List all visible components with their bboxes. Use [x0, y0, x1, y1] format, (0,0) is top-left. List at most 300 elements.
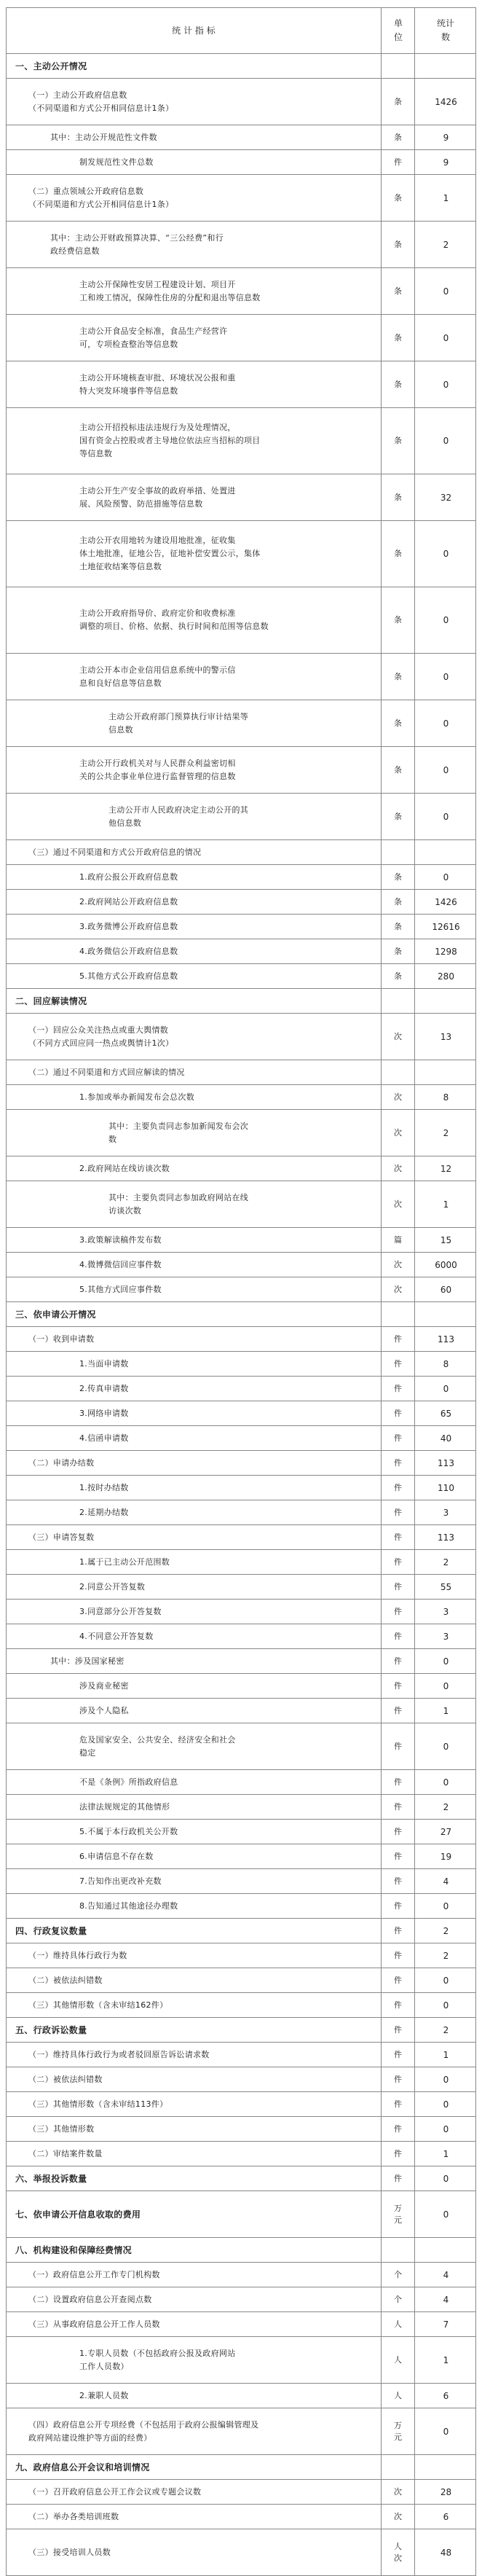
table-row [6, 2142, 476, 2166]
row-value: 1 [414, 175, 477, 221]
row-label: （二）举办各类培训班数 [28, 2511, 119, 2521]
row-unit: 条 [381, 890, 414, 914]
row-value: 0 [414, 865, 477, 889]
table-row [6, 315, 476, 361]
row-label: 其中：主动公开规范性文件数 [50, 132, 157, 142]
row-unit: 件 [381, 1352, 414, 1376]
row-unit [381, 1302, 414, 1326]
table-row [6, 1014, 476, 1060]
row-value: 1426 [414, 79, 477, 125]
row-value: 40 [414, 1426, 477, 1450]
table-row [6, 1181, 476, 1228]
row-label: 一、主动公开情况 [15, 60, 87, 71]
row-value: 280 [414, 964, 477, 988]
row-value: 4 [414, 2263, 477, 2287]
row-unit [381, 1060, 414, 1084]
table-row [6, 1327, 476, 1352]
row-value: 32 [414, 474, 477, 520]
row-label: 主动公开市人民政府决定主动公开的其 他信息数 [108, 804, 249, 828]
row-label: （一）收到申请数 [28, 1334, 95, 1344]
row-unit: 次 [381, 1110, 414, 1156]
table-row [6, 175, 476, 222]
row-label: 3.政务微博公开政府信息数 [79, 921, 178, 931]
row-value: 1 [414, 1699, 477, 1723]
table-row [6, 654, 476, 700]
row-unit: 条 [381, 521, 414, 587]
row-label: （二）审结案件数量 [28, 2148, 103, 2158]
row-label: 二、回应解读情况 [15, 995, 87, 1006]
row-label: 危及国家安全、公共安全、经济安全和社会 稳定 [79, 1734, 236, 1758]
row-label: 七、依申请公开信息收取的费用 [15, 2209, 141, 2220]
row-label: （三）其他情形数 [28, 2123, 95, 2134]
row-label: 2.兼职人员数 [79, 2390, 129, 2400]
table-row [6, 1426, 476, 1451]
row-value: 12 [414, 1156, 477, 1181]
row-unit: 条 [381, 222, 414, 267]
row-label: （三）其他情形数（含未审结113件） [28, 2099, 168, 2109]
row-label: （二）申请办结数 [28, 1457, 95, 1468]
row-unit [381, 989, 414, 1013]
table-row [6, 1844, 476, 1869]
table-row [6, 1550, 476, 1575]
table-row [6, 2117, 476, 2142]
row-label: （一）维持具体行政行为数 [28, 1950, 127, 1960]
row-unit: 次 [381, 2505, 414, 2529]
table-row [6, 2384, 476, 2408]
row-unit: 件 [381, 1476, 414, 1500]
row-value: 2 [414, 222, 477, 267]
row-value: 1 [414, 2043, 477, 2067]
row-unit: 篇 [381, 1228, 414, 1252]
table-row [6, 587, 476, 654]
row-unit: 件 [381, 1401, 414, 1425]
row-label: 主动公开农用地转为建设用地批准，征收集 体土地批准，征地公告，征地补偿安置公示，集体 土地征收结案等信息数 [79, 536, 261, 571]
row-label: （二）设置政府信息公开查阅点数 [28, 2294, 152, 2304]
row-value [414, 989, 477, 1013]
row-value: 3 [414, 1500, 477, 1524]
table-row [6, 2337, 476, 2384]
table-row [6, 1649, 476, 1674]
row-value: 15 [414, 1228, 477, 1252]
row-unit: 件 [381, 1844, 414, 1868]
row-label: 7.告知作出更改补充数 [79, 1876, 162, 1886]
table-row [6, 268, 476, 315]
row-label: 4.不同意公开答复数 [79, 1631, 154, 1641]
row-unit: 个 [381, 2287, 414, 2311]
table-row [6, 79, 476, 125]
row-value: 0 [414, 1770, 477, 1794]
table-row [6, 125, 476, 150]
section-row [6, 2166, 476, 2191]
row-label: （一）回应公众关注热点或重大舆情数 （不同方式回应同一热点或舆情计1次） [28, 1025, 174, 1048]
section-row [6, 989, 476, 1014]
table-row [6, 1723, 476, 1770]
row-unit: 件 [381, 1943, 414, 1968]
row-value: 1426 [414, 890, 477, 914]
row-unit: 条 [381, 654, 414, 700]
table-row [6, 2092, 476, 2117]
row-unit: 条 [381, 125, 414, 149]
row-unit: 件 [381, 1968, 414, 1992]
row-label: 1.属于已主动公开范围数 [79, 1557, 170, 1567]
row-unit: 条 [381, 700, 414, 746]
row-unit: 次 [381, 1277, 414, 1301]
table-row [6, 2287, 476, 2312]
row-unit: 件 [381, 1649, 414, 1673]
row-value: 2 [414, 2018, 477, 2042]
row-unit: 件 [381, 1674, 414, 1698]
row-unit: 条 [381, 939, 414, 963]
row-value: 1 [414, 2142, 477, 2166]
row-value [414, 840, 477, 864]
row-label: 2.同意公开答复数 [79, 1581, 146, 1592]
row-unit: 条 [381, 964, 414, 988]
row-value: 6 [414, 2505, 477, 2529]
row-value: 0 [414, 1993, 477, 2017]
section-row [6, 1302, 476, 1327]
section-row [6, 54, 476, 79]
table-header [6, 7, 476, 54]
table-row [6, 1575, 476, 1600]
row-value: 113 [414, 1525, 477, 1549]
section-row [6, 2191, 476, 2238]
row-label: （一）政府信息公开工作专门机构数 [28, 2269, 160, 2279]
row-value: 4 [414, 2287, 477, 2311]
row-value: 3 [414, 1600, 477, 1624]
row-label: 其中：涉及国家秘密 [50, 1656, 125, 1666]
table-row [6, 1943, 476, 1968]
table-row [6, 1401, 476, 1426]
row-value: 6000 [414, 1253, 477, 1277]
row-unit: 件 [381, 1525, 414, 1549]
row-unit: 件 [381, 1820, 414, 1844]
header-unit: 单 位 [381, 8, 415, 53]
row-label: 2.政府网站在线访谈次数 [79, 1163, 170, 1173]
row-label: 主动公开保障性安居工程建设计划、项目开 工和竣工情况，保障性住房的分配和退出等信息数 [79, 279, 261, 302]
row-value [414, 54, 477, 78]
row-unit: 人 [381, 2312, 414, 2336]
row-value: 0 [414, 315, 477, 361]
row-label: 四、行政复议数量 [15, 1925, 87, 1936]
row-label: （一）维持具体行政行为或者驳回原告诉讼请求数 [28, 2049, 210, 2059]
row-unit: 件 [381, 150, 414, 174]
row-unit: 人 次 [381, 2529, 414, 2575]
table-row [6, 2312, 476, 2337]
row-unit: 次 [381, 1253, 414, 1277]
row-unit: 条 [381, 794, 414, 839]
section-row [6, 2018, 476, 2043]
table-row [6, 840, 476, 865]
table-row [6, 1352, 476, 1377]
row-unit: 次 [381, 1085, 414, 1109]
row-value: 0 [414, 1674, 477, 1698]
row-label: （三）其他情形数（含未审结162件） [28, 2000, 168, 2010]
table-row [6, 1624, 476, 1649]
row-label: 4.信函申请数 [79, 1433, 129, 1443]
row-value: 2 [414, 1795, 477, 1819]
row-unit: 次 [381, 2480, 414, 2504]
row-label: （二）重点领域公开政府信息数 （不同渠道和方式公开相同信息计1条） [28, 186, 174, 209]
row-unit: 件 [381, 1993, 414, 2017]
row-label: 其中：主要负责同志参加新闻发布会次 数 [108, 1121, 249, 1144]
row-unit: 件 [381, 2043, 414, 2067]
table-row [6, 747, 476, 794]
row-value: 27 [414, 1820, 477, 1844]
table-row [6, 1156, 476, 1181]
table-row [6, 2043, 476, 2067]
row-value: 0 [414, 654, 477, 700]
table-row [6, 474, 476, 521]
row-unit [381, 840, 414, 864]
row-value: 2 [414, 1550, 477, 1574]
row-label: 3.同意部分公开答复数 [79, 1606, 162, 1616]
row-unit: 件 [381, 1377, 414, 1401]
row-label: 5.其他方式回应事件数 [79, 1284, 162, 1294]
table-row [6, 939, 476, 964]
table-row [6, 794, 476, 840]
table-row [6, 2529, 476, 2576]
row-label: 五、行政诉讼数量 [15, 2024, 87, 2035]
row-unit: 件 [381, 1894, 414, 1918]
row-unit: 件 [381, 1426, 414, 1450]
section-row [6, 2238, 476, 2263]
row-value: 113 [414, 1327, 477, 1351]
table-row [6, 1228, 476, 1253]
section-row [6, 2455, 476, 2480]
table-row [6, 1770, 476, 1795]
row-value: 9 [414, 125, 477, 149]
row-unit: 件 [381, 2166, 414, 2191]
row-value: 0 [414, 2067, 477, 2091]
row-label: 三、依申请公开情况 [15, 1309, 96, 1320]
row-value: 110 [414, 1476, 477, 1500]
row-unit: 件 [381, 2092, 414, 2116]
table-row [6, 222, 476, 268]
row-unit: 人 [381, 2384, 414, 2408]
row-value: 28 [414, 2480, 477, 2504]
row-label: 1.按时办结数 [79, 1482, 129, 1492]
row-value: 0 [414, 2408, 477, 2454]
row-label: （二）被依法纠错数 [28, 2074, 103, 2084]
section-row [6, 1919, 476, 1943]
row-value: 8 [414, 1352, 477, 1376]
table-row [6, 150, 476, 175]
table-row [6, 1060, 476, 1085]
row-unit: 件 [381, 1500, 414, 1524]
row-value: 0 [414, 1894, 477, 1918]
row-value: 13 [414, 1014, 477, 1060]
row-value: 6 [414, 2384, 477, 2408]
row-label: 4.政务微信公开政府信息数 [79, 946, 178, 956]
row-unit: 条 [381, 361, 414, 407]
row-label: 1.当面申请数 [79, 1358, 129, 1369]
row-unit: 次 [381, 1156, 414, 1181]
row-unit: 条 [381, 915, 414, 939]
row-unit: 件 [381, 1919, 414, 1943]
table-row [6, 2067, 476, 2092]
row-value [414, 1302, 477, 1326]
row-label: 九、政府信息公开会议和培训情况 [15, 2462, 150, 2473]
row-label: （一）主动公开政府信息数 （不同渠道和方式公开相同信息计1条） [28, 90, 174, 113]
table-row [6, 1110, 476, 1156]
row-unit: 件 [381, 1600, 414, 1624]
row-value: 1 [414, 1181, 477, 1227]
row-value: 0 [414, 521, 477, 587]
row-value: 113 [414, 1451, 477, 1475]
row-value: 0 [414, 1649, 477, 1673]
row-value: 0 [414, 794, 477, 839]
row-value: 1 [414, 2337, 477, 2383]
row-unit [381, 2455, 414, 2479]
row-unit: 件 [381, 1723, 414, 1769]
row-value: 55 [414, 1575, 477, 1599]
row-label: 3.网络申请数 [79, 1408, 129, 1418]
row-unit: 次 [381, 1014, 414, 1060]
row-label: （二）通过不同渠道和方式回应解读的情况 [28, 1067, 185, 1077]
row-label: 4.微博微信回应事件数 [79, 1259, 162, 1269]
row-unit: 条 [381, 315, 414, 361]
row-label: 2.政府网站公开政府信息数 [79, 896, 178, 907]
row-value: 0 [414, 700, 477, 746]
table-row [6, 964, 476, 989]
row-value: 0 [414, 2117, 477, 2141]
row-unit: 件 [381, 2117, 414, 2141]
table-row [6, 1500, 476, 1525]
table-row [6, 1820, 476, 1844]
row-unit: 条 [381, 474, 414, 520]
row-value: 4 [414, 1869, 477, 1893]
table-row [6, 1699, 476, 1723]
row-unit: 件 [381, 2067, 414, 2091]
row-value: 12616 [414, 915, 477, 939]
row-value: 0 [414, 268, 477, 314]
row-label: （三）通过不同渠道和方式公开政府信息的情况 [28, 847, 202, 857]
table-row [6, 1253, 476, 1277]
row-unit: 条 [381, 175, 414, 221]
row-label: （四）政府信息公开专项经费（不包括用于政府公报编辑管理及 政府网站建设维护等方面的经费） [28, 2419, 259, 2443]
row-label: 六、举报投诉数量 [15, 2173, 87, 2184]
row-label: 主动公开本市企业信用信息系统中的警示信 息和良好信息等信息数 [79, 665, 236, 688]
row-unit: 条 [381, 587, 414, 653]
row-label: （三）接受培训人员数 [28, 2547, 111, 2557]
table-row [6, 2505, 476, 2529]
row-label: 主动公开政府部门预算执行审计结果等 信息数 [108, 711, 249, 735]
row-unit: 件 [381, 1699, 414, 1723]
table-row [6, 1894, 476, 1919]
row-label: 6.申请信息不存在数 [79, 1851, 154, 1861]
row-unit: 个 [381, 2263, 414, 2287]
row-unit: 件 [381, 1550, 414, 1574]
row-label: 2.延期办结数 [79, 1507, 129, 1517]
table-row [6, 700, 476, 747]
row-unit [381, 54, 414, 78]
row-label: （一）召开政府信息公开工作会议或专题会议数 [28, 2486, 202, 2497]
row-value: 0 [414, 1968, 477, 1992]
header-indicator: 统 计 指 标 [172, 25, 216, 36]
row-value: 0 [414, 361, 477, 407]
table-row [6, 915, 476, 939]
row-value: 65 [414, 1401, 477, 1425]
table-row [6, 2480, 476, 2505]
table-row [6, 1525, 476, 1550]
row-value: 1298 [414, 939, 477, 963]
row-label: （三）从事政府信息公开工作人员数 [28, 2319, 160, 2329]
row-label: 主动公开生产安全事故的政府举措、处置进 展、风险预警、防范措施等信息数 [79, 485, 236, 509]
row-label: 主动公开环境核查审批、环境状况公报和重 特大突发环境事件等信息数 [79, 372, 236, 396]
row-label: 1.专职人员数（不包括政府公报及政府网站 工作人员数） [79, 2348, 236, 2371]
row-value: 0 [414, 587, 477, 653]
header-count: 统计 数 [414, 8, 476, 53]
row-label: 1.政府公报公开政府信息数 [79, 872, 178, 882]
row-unit: 万 元 [381, 2408, 414, 2454]
table-row [6, 361, 476, 408]
table-row [6, 1674, 476, 1699]
row-value: 0 [414, 2191, 477, 2237]
table-row [6, 2263, 476, 2287]
table-row [6, 1968, 476, 1993]
row-unit [381, 2238, 414, 2262]
table-row [6, 1476, 476, 1500]
row-label: 主动公开政府指导价、政府定价和收费标准 调整的项目、价格、依据、执行时间和范围等信息数 [79, 608, 269, 631]
row-unit: 条 [381, 865, 414, 889]
table-row [6, 890, 476, 915]
table-row [6, 1795, 476, 1820]
row-value: 48 [414, 2529, 477, 2575]
table-row [6, 865, 476, 890]
row-label: 1.参加或举办新闻发布会总次数 [79, 1092, 194, 1102]
row-value: 19 [414, 1844, 477, 1868]
row-label: 涉及商业秘密 [79, 1680, 129, 1691]
row-label: 不是《条例》所指政府信息 [79, 1777, 178, 1787]
row-unit: 件 [381, 1770, 414, 1794]
row-value: 0 [414, 408, 477, 474]
row-value: 0 [414, 747, 477, 793]
row-label: 其中：主要负责同志参加政府网站在线 访谈次数 [108, 1192, 249, 1215]
row-label: 8.告知通过其他途径办理数 [79, 1900, 178, 1911]
table-row [6, 2408, 476, 2455]
row-value [414, 2238, 477, 2262]
row-label: 3.政策解读稿件发布数 [79, 1234, 162, 1245]
row-value [414, 2455, 477, 2479]
row-label: 主动公开招投标违法违规行为及处理情况， 国有资金占控股或者主导地位依法应当招标的项目 等信息数 [79, 423, 261, 458]
row-unit: 件 [381, 1795, 414, 1819]
row-label: 八、机构建设和保障经费情况 [15, 2244, 132, 2255]
table-row [6, 1993, 476, 2018]
row-label: 法律法规规定的其他情形 [79, 1801, 170, 1812]
row-label: （二）被依法纠错数 [28, 1975, 103, 1985]
table-row [6, 408, 476, 474]
row-value [414, 1060, 477, 1084]
row-unit: 件 [381, 2142, 414, 2166]
row-unit: 件 [381, 1327, 414, 1351]
row-value: 2 [414, 1919, 477, 1943]
row-value: 0 [414, 2166, 477, 2191]
row-label: 5.不属于本行政机关公开数 [79, 1826, 178, 1836]
row-label: （三）申请答复数 [28, 1532, 95, 1542]
row-value: 60 [414, 1277, 477, 1301]
row-value: 9 [414, 150, 477, 174]
row-value: 3 [414, 1624, 477, 1648]
row-unit: 条 [381, 408, 414, 474]
row-unit: 人 [381, 2337, 414, 2383]
table-row [6, 1600, 476, 1624]
row-label: 涉及个人隐私 [79, 1705, 129, 1715]
row-value: 8 [414, 1085, 477, 1109]
row-label: 主动公开行政机关对与人民群众利益密切相 关的公共企事业单位进行监督管理的信息数 [79, 758, 236, 781]
row-unit: 件 [381, 1624, 414, 1648]
row-label: 主动公开食品安全标准，食品生产经营许 可，专项检查整治等信息数 [79, 326, 228, 349]
row-unit: 条 [381, 747, 414, 793]
